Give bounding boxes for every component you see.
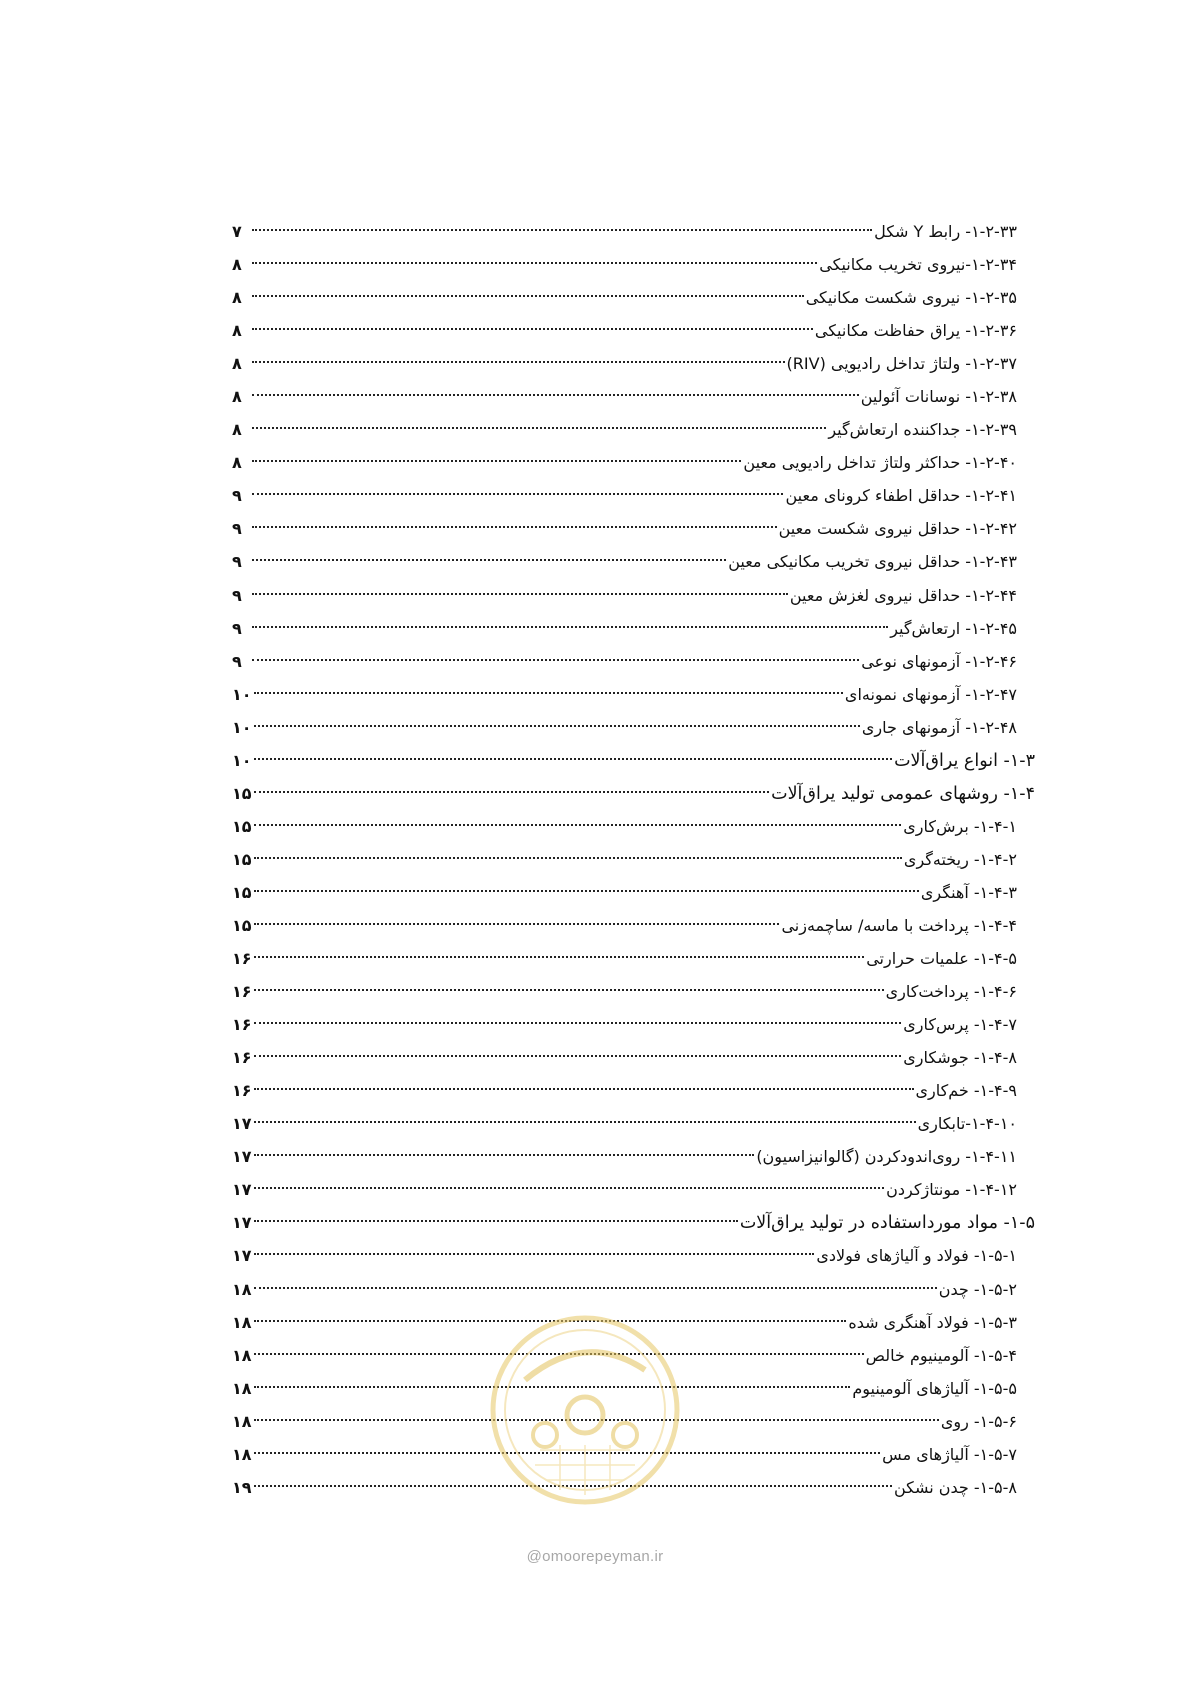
toc-entry: [232, 380, 1035, 413]
toc-entry-title: ۱-۲-۴۳- حداقل نیروی تخریب مکانیکی معین: [728, 552, 1017, 572]
toc-entry: [232, 876, 1035, 909]
toc-entry-page: ۹: [232, 552, 242, 572]
toc-entry-page: ۸: [232, 387, 242, 407]
toc-entry-page: ۱۶: [232, 1015, 252, 1035]
dot-leader: [254, 791, 770, 793]
toc-entry: [232, 810, 1035, 843]
toc-entry: [232, 1107, 1035, 1140]
toc-entry-page: ۱۶: [232, 982, 252, 1002]
toc-entry-page: ۸: [232, 321, 242, 341]
toc-entry: [232, 1239, 1035, 1272]
toc-entry: [232, 645, 1035, 678]
toc-entry-page: ۱۸: [232, 1378, 252, 1398]
toc-entry-title: ۱-۴-۹- خم‌کاری: [915, 1081, 1017, 1101]
toc-entry-title: ۱-۲-۳۷- ولتاژ تداخل رادیویی (RIV): [786, 354, 1017, 374]
dot-leader: [254, 857, 902, 859]
toc-entry: [232, 1008, 1035, 1041]
toc-entry-title: ۱-۳- انواع یراق‌آلات: [894, 750, 1035, 771]
toc-entry: [232, 579, 1035, 612]
dot-leader: [254, 758, 893, 760]
toc-entry-page: ۸: [232, 255, 242, 275]
toc-entry: [232, 215, 1035, 248]
toc-entry-title: ۱-۲-۴۷- آزمونهای نمونه‌ای: [844, 684, 1017, 704]
toc-entry-title: ۱-۵- مواد مورداستفاده در تولید یراق‌آلات: [739, 1213, 1035, 1234]
toc-entry: [232, 1041, 1035, 1074]
omoore-peyman-seal-icon: [485, 1310, 685, 1510]
toc-entry: [232, 512, 1035, 545]
toc-entry-page: ۱۸: [232, 1345, 252, 1365]
dot-leader: [254, 1121, 916, 1123]
dot-leader: [252, 262, 817, 264]
toc-entry: [232, 678, 1035, 711]
dot-leader: [252, 593, 788, 595]
dot-leader: [254, 725, 860, 727]
toc-entry-page: ۱۸: [232, 1279, 252, 1299]
toc-entry-page: ۱۵: [232, 783, 252, 803]
toc-entry-page: ۷: [232, 222, 242, 241]
toc-entry-page: ۱۸: [232, 1312, 252, 1332]
toc-entry-title: ۱-۴-۳- آهنگری: [920, 882, 1017, 902]
toc-entry: [232, 843, 1035, 876]
dot-leader: [254, 692, 843, 694]
toc-entry-title: ۱-۵-۳- فولاد آهنگری شده: [848, 1312, 1017, 1332]
toc-entry-page: ۱۸: [232, 1444, 252, 1464]
toc-entry-page: ۱۰: [232, 717, 252, 737]
toc-entry-page: ۱۷: [232, 1213, 252, 1233]
toc-entry-page: ۱۵: [232, 882, 252, 902]
toc-entry-title: ۱-۲-۴۶- آزمونهای نوعی: [861, 651, 1017, 671]
toc-entry-page: ۱۶: [232, 1081, 252, 1101]
toc-entry-title: ۱-۴-۱- برش‌کاری: [903, 816, 1017, 836]
toc-entry-page: ۱۹: [232, 1477, 252, 1497]
toc-entry-title: ۱-۲-۳۵- نیروی شکست مکانیکی: [805, 288, 1017, 308]
toc-entry-title: ۱-۴-۸- جوشکاری: [903, 1048, 1017, 1068]
dot-leader: [252, 427, 826, 429]
toc-entry: [232, 1074, 1035, 1107]
toc-entry: [232, 248, 1035, 281]
dot-leader: [254, 1287, 937, 1289]
toc-entry: [232, 942, 1035, 975]
dot-leader: [252, 493, 783, 495]
toc-entry: [232, 413, 1035, 446]
toc-entry-title: ۱-۲-۴۰- حداکثر ولتاژ تداخل رادیویی معین: [743, 453, 1017, 473]
dot-leader: [254, 824, 902, 826]
toc-entry-title: ۱-۵-۵- آلیاژهای آلومینیوم: [852, 1378, 1017, 1398]
toc-entry-page: ۱۷: [232, 1180, 252, 1200]
toc-entry: [232, 281, 1035, 314]
toc-entry-page: ۱۶: [232, 949, 252, 969]
toc-entry-page: ۸: [232, 354, 242, 374]
dot-leader: [254, 1154, 755, 1156]
toc-entry-title: ۱-۴-۱۰-تابکاری: [917, 1114, 1017, 1134]
toc-entry-page: ۱۶: [232, 1048, 252, 1068]
toc-entry-title: ۱-۵-۴- آلومینیوم خالص: [865, 1345, 1017, 1365]
toc-entry-title: ۱-۴-۵- علمیات حرارتی: [866, 949, 1017, 969]
dot-leader: [252, 295, 804, 297]
watermark-url: @omoorepeyman.ir: [526, 1548, 664, 1565]
toc-entry: [232, 612, 1035, 645]
toc-entry-page: ۱۷: [232, 1114, 252, 1134]
toc-entry-title: ۱-۵-۱- فولاد و آلیاژهای فولادی: [816, 1246, 1017, 1266]
toc-entry-title: ۱-۴- روشهای عمومی تولید یراق‌آلات: [771, 783, 1035, 804]
toc-entry-page: ۱۵: [232, 849, 252, 869]
toc-entry-page: ۸: [232, 453, 242, 473]
toc-entry: [232, 446, 1035, 479]
toc-entry-title: ۱-۲-۴۱- حداقل اطفاء کرونای معین: [785, 486, 1017, 506]
toc-entry: [232, 545, 1035, 578]
toc-entry-page: ۱۷: [232, 1147, 252, 1167]
toc-entry-title: ۱-۴-۶- پرداخت‌کاری: [885, 982, 1017, 1002]
dot-leader: [254, 923, 780, 925]
toc-entry-page: ۱۰: [232, 684, 252, 704]
toc-entry-title: ۱-۴-۱۱- روی‌اندودکردن (گالوانیزاسیون): [756, 1147, 1017, 1167]
toc-entry-title: ۱-۲-۳۹- جداکننده ارتعاش‌گیر: [828, 420, 1017, 440]
dot-leader: [252, 394, 859, 396]
toc-entry: [232, 744, 1035, 777]
toc-entry: [232, 1273, 1035, 1306]
toc-entry-title: ۱-۲-۳۴-نیروی تخریب مکانیکی: [819, 255, 1017, 275]
toc-entry-title: ۱-۴-۴- پرداخت با ماسه/ ساچمه‌زنی: [781, 915, 1017, 935]
toc-entry-title: ۱-۴-۲- ریخته‌گری: [903, 849, 1017, 869]
dot-leader: [252, 559, 726, 561]
dot-leader: [254, 1187, 885, 1189]
toc-entry-title: ۱-۵-۶- روی: [940, 1411, 1017, 1431]
dot-leader: [254, 1088, 914, 1090]
dot-leader: [254, 890, 919, 892]
dot-leader: [254, 1253, 815, 1255]
dot-leader: [254, 989, 884, 991]
toc-entry-page: ۱۸: [232, 1411, 252, 1431]
toc-entry-page: ۱۷: [232, 1246, 252, 1266]
dot-leader: [254, 1055, 902, 1057]
toc-entry-title: ۱-۲-۴۵- ارتعاش‌گیر: [890, 618, 1017, 638]
toc-entry: [232, 479, 1035, 512]
toc-entry-title: ۱-۵-۷- آلیاژهای مس: [882, 1444, 1017, 1464]
toc-entry: [232, 777, 1035, 810]
dot-leader: [254, 1220, 738, 1222]
toc-entry: [232, 711, 1035, 744]
toc-entry: [232, 909, 1035, 942]
dot-leader: [254, 1022, 902, 1024]
toc-entry-page: ۸: [232, 288, 242, 308]
dot-leader: [252, 361, 785, 363]
toc-entry-title: ۱-۴-۱۲- مونتاژکردن: [886, 1180, 1017, 1200]
toc-entry: [232, 1173, 1035, 1206]
toc-entry-title: ۱-۲-۳۳- رابط Y شکل: [874, 222, 1017, 241]
dot-leader: [252, 229, 872, 231]
toc-entry-page: ۱۵: [232, 816, 252, 836]
toc-entry-page: ۹: [232, 618, 242, 638]
toc-entry-title: ۱-۲-۴۸- آزمونهای جاری: [861, 717, 1017, 737]
toc-entry-page: ۹: [232, 651, 242, 671]
dot-leader: [252, 328, 813, 330]
dot-leader: [252, 460, 741, 462]
toc-entry: [232, 975, 1035, 1008]
toc-entry-title: ۱-۲-۴۲- حداقل نیروی شکست معین: [778, 519, 1017, 539]
toc-entry-title: ۱-۴-۷- پرس‌کاری: [903, 1015, 1017, 1035]
dot-leader: [254, 956, 865, 958]
toc-entry: [232, 314, 1035, 347]
toc-entry-page: ۱۵: [232, 915, 252, 935]
toc-entry: [232, 1140, 1035, 1173]
toc-entry-page: ۹: [232, 585, 242, 605]
dot-leader: [252, 626, 888, 628]
toc-entry-title: ۱-۵-۲- چدن: [938, 1279, 1017, 1299]
toc-entry-page: ۹: [232, 519, 242, 539]
toc-entry: [232, 347, 1035, 380]
toc-entry-title: ۱-۲-۳۸- نوسانات آئولین: [860, 387, 1017, 407]
toc-entry-title: ۱-۲-۳۶- یراق حفاظت مکانیکی: [814, 321, 1017, 341]
toc-entry-page: ۹: [232, 486, 242, 506]
toc-entry-page: ۸: [232, 420, 242, 440]
toc-entry-page: ۱۰: [232, 750, 252, 770]
dot-leader: [252, 526, 777, 528]
dot-leader: [252, 659, 859, 661]
toc-entry-title: ۱-۵-۸- چدن نشکن: [893, 1477, 1017, 1497]
toc-entry-title: ۱-۲-۴۴- حداقل نیروی لغزش معین: [789, 585, 1017, 605]
toc-entry: [232, 1206, 1035, 1239]
